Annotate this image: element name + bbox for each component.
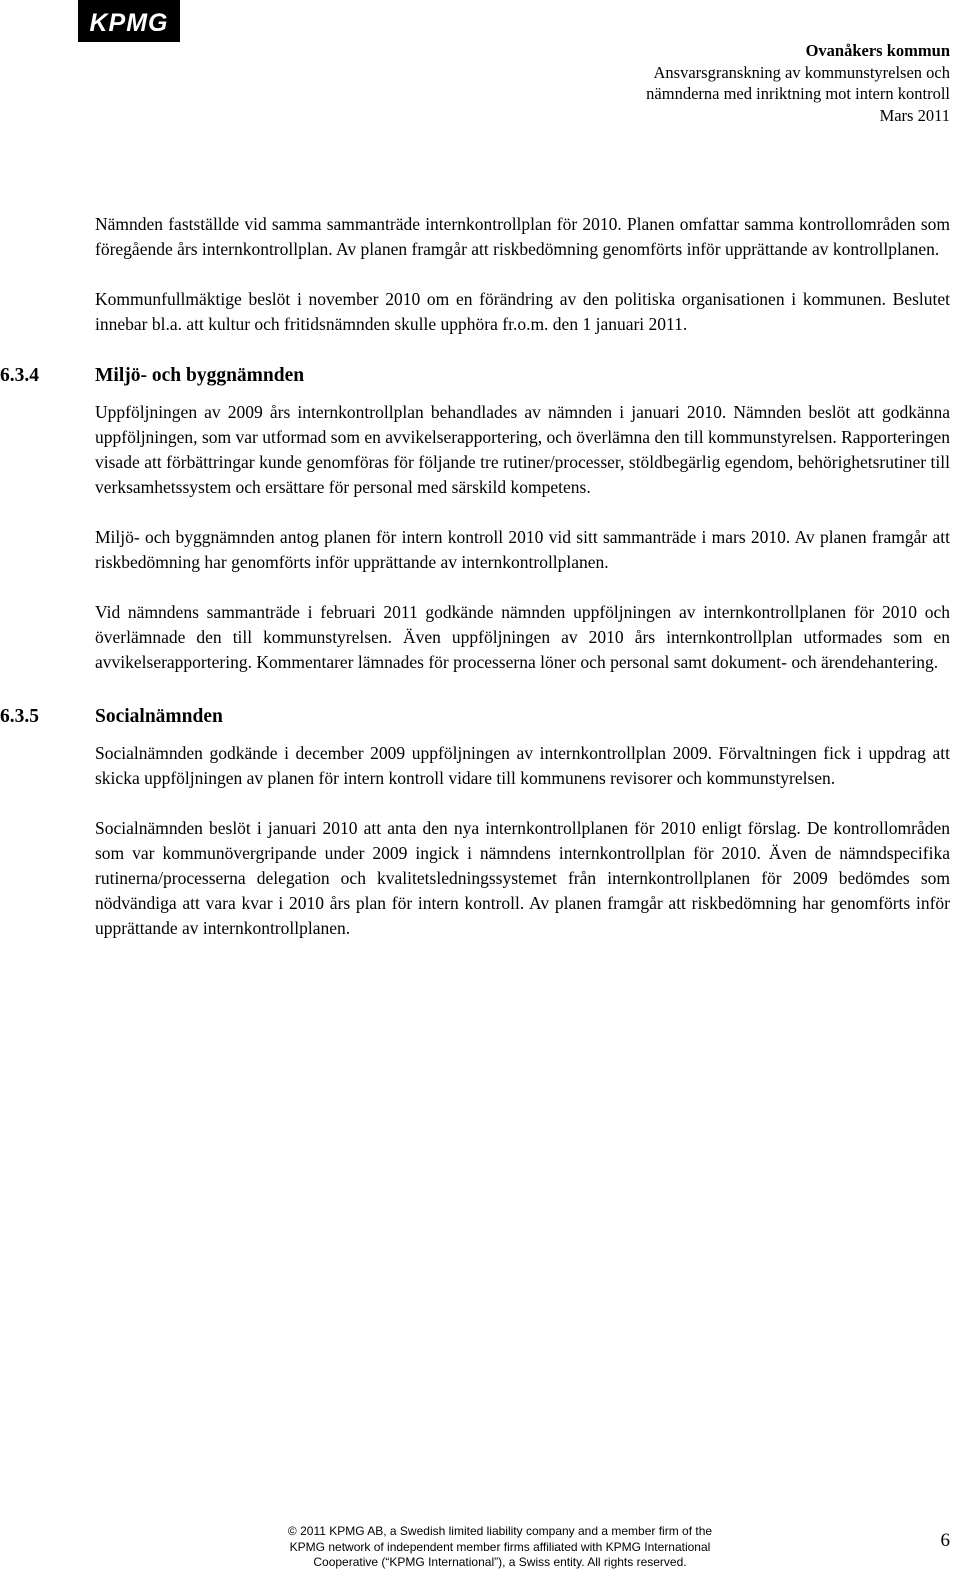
footer-line-2: KPMG network of independent member firms affiliated with KPMG International xyxy=(289,1539,711,1554)
organization-name: Ovanåkers kommun xyxy=(805,41,950,60)
section-heading xyxy=(0,703,950,731)
section-paragraph: Socialnämnden beslöt i januari 2010 att anta den nya internkontrollplanen för 2010 enligt förslag. De kontrollområden som var kommunövergripande under 2009 ingick i nämndens internkontrollplan för 2010. Även de nämndspecifika rutinerna/processerna delegation och kvalitetsledningssystemet från internkontrollplanen för 2009 bedömdes som nödvändiga att vara kvar i 2010 års plan för intern kontroll. Av planen framgår att riskbedömning har genomförts inför upprättande av internkontrollplanen. xyxy=(95,818,950,938)
footer-line-3: Cooperative (“KPMG International”), a Swiss entity. All rights reserved. xyxy=(313,1555,687,1569)
section-number: 6.3.4 xyxy=(0,365,39,386)
page-number: 6 xyxy=(940,1530,950,1551)
intro-paragraph: Kommunfullmäktige beslöt i november 2010 om en förändring av den politiska organisationen i kommunen. Beslutet innebar bl.a. att kultur och fritidsnämnden skulle upphöra fr.o.m. den 1 januari 2011. xyxy=(95,289,950,334)
report-title-line-1: Ansvarsgranskning av kommunstyrelsen och xyxy=(653,62,950,82)
section-paragraph: Miljö- och byggnämnden antog planen för intern kontroll 2010 vid sitt sammanträde i mars 2010. Av planen framgår att riskbedömning har genomförts inför upprättande av internkontrollplanen. xyxy=(95,527,950,572)
page-body xyxy=(0,212,950,966)
section-heading xyxy=(0,362,950,390)
section-title: Miljö- och byggnämnden xyxy=(95,365,305,386)
report-date: Mars 2011 xyxy=(879,105,950,125)
logo-text: KPMG xyxy=(89,9,169,37)
kpmg-logo xyxy=(78,0,180,42)
footer-line-1: © 2011 KPMG AB, a Swedish limited liability company and a member firm of the xyxy=(287,1524,713,1538)
section-title: Socialnämnden xyxy=(95,706,223,727)
section-paragraph: Vid nämndens sammanträde i februari 2011 godkände nämnden uppföljningen av internkontrollplanen för 2010 och överlämnade den till kommunstyrelsen. Även uppföljningen av 2010 års internkontrollplan utformades som en avvikelserapportering. Kommentarer lämnades för processerna löner och personal samt dokument- och ärendehantering. xyxy=(95,602,950,672)
copyright-footer xyxy=(210,1524,790,1571)
intro-paragraph: Nämnden fastställde vid samma sammanträde internkontrollplan för 2010. Planen omfattar samma kontrollområden som föregående års internkontrollplan. Av planen framgår att riskbedömning genomförts inför upprättande av kontrollplanen. xyxy=(95,214,950,259)
document-header xyxy=(646,40,950,126)
section-number: 6.3.5 xyxy=(0,706,39,727)
section-paragraph: Socialnämnden godkände i december 2009 uppföljningen av internkontrollplan 2009. Förvaltningen fick i uppdrag att skicka uppföljningen av planen för intern kontroll vidare till kommunens revisorer och kommunstyrelsen. xyxy=(95,743,950,788)
section-paragraph: Uppföljningen av 2009 års internkontrollplan behandlades av nämnden i januari 2010. Nämnden beslöt att godkänna uppföljningen, som var utformad som en avvikelserapportering, och överlämna den till kommunstyrelsen. Rapporteringen visade att förbättringar kunde genomföras för följande tre rutiner/processer, stöldbegärlig egendom, behörighetsrutiner till verksamhetssystem och ersättare för personal med särskild kompetens. xyxy=(95,402,950,497)
report-title-line-2: nämnderna med inriktning mot intern kontroll xyxy=(646,84,950,103)
